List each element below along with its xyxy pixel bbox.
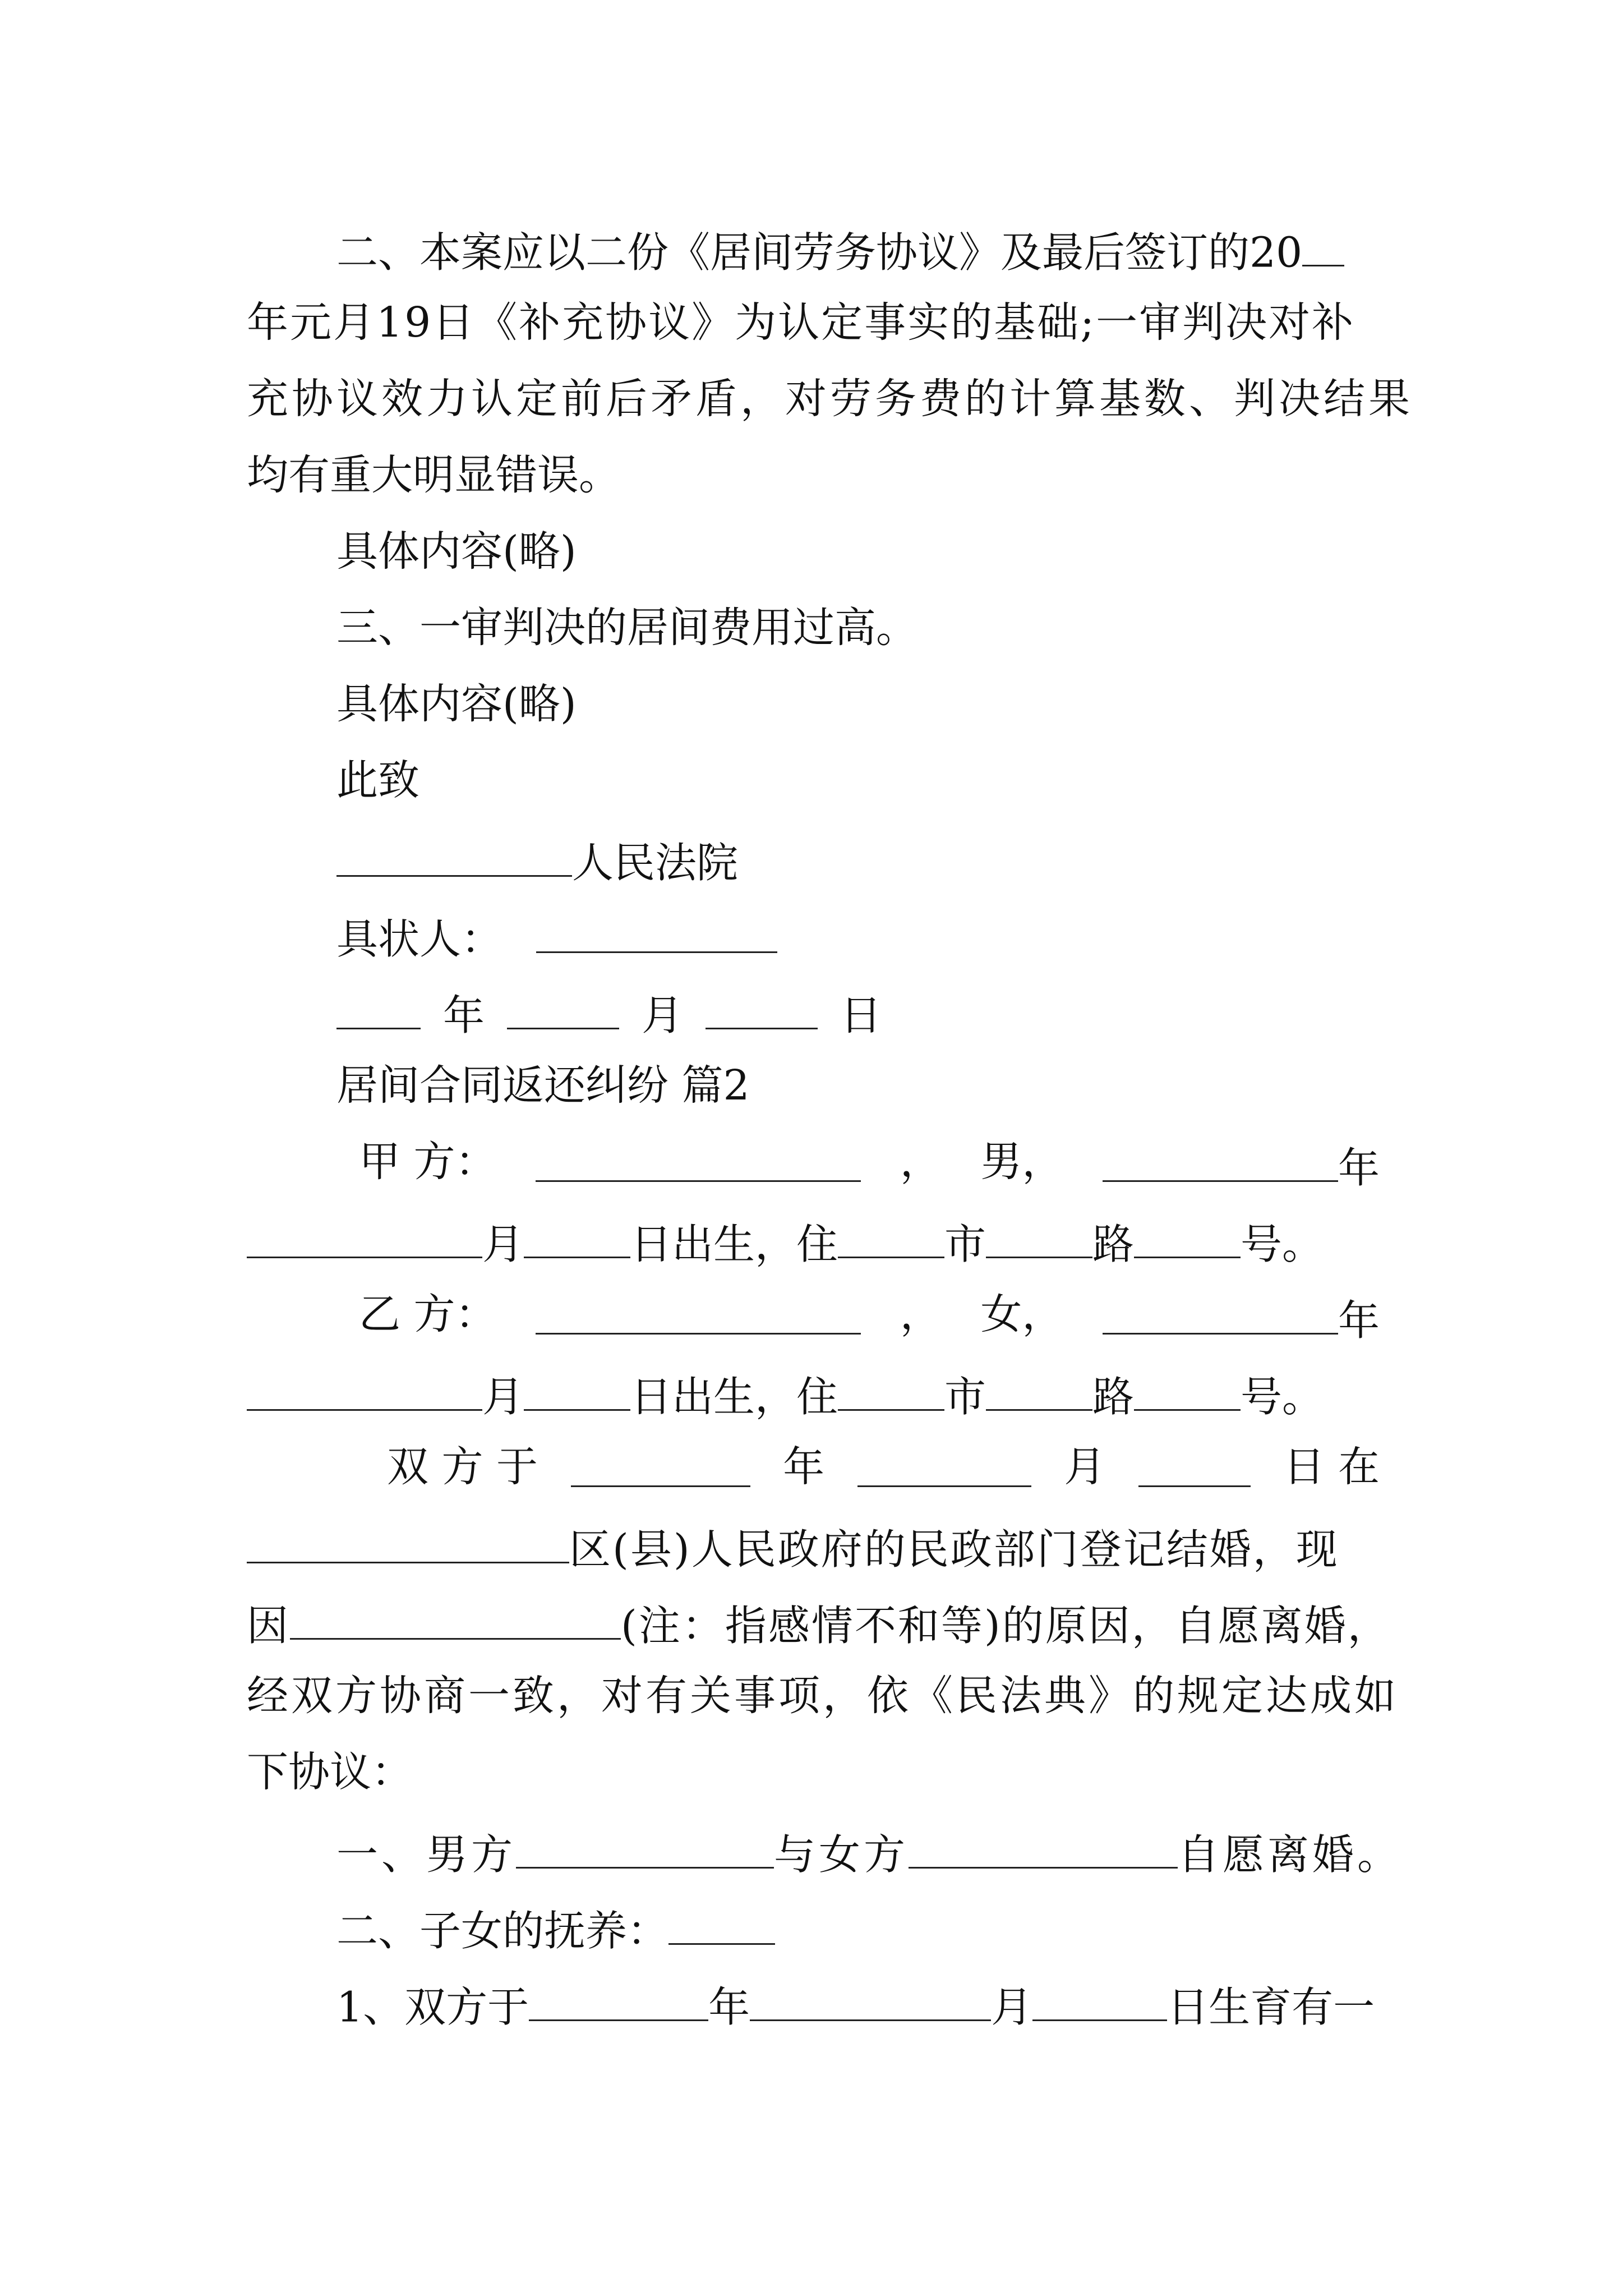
year-label: 年 — [1338, 1296, 1380, 1345]
comma: ， — [900, 1138, 942, 1186]
blank-line — [750, 1980, 991, 2021]
item-text: 与女方 — [774, 1830, 909, 1879]
detail-omitted: 具体内容(略) — [336, 680, 577, 728]
blank-line — [857, 1446, 1031, 1487]
marriage-text: 区(县)人民政府的民政部门登记结婚，现 — [569, 1525, 1339, 1574]
blank-line — [516, 1828, 774, 1869]
year-label: 年 — [783, 1443, 825, 1491]
blank-line — [247, 1217, 482, 1258]
salutation: 此致 — [336, 756, 419, 804]
marriage-line: 经双方协商一致，对有关事项，依《民法典》的规定达成如 — [247, 1672, 1399, 1720]
item-text: 一、男方 — [336, 1830, 516, 1879]
blank-line — [507, 988, 619, 1029]
blank-line — [1134, 1217, 1241, 1258]
day-label: 日 在 — [1283, 1443, 1380, 1491]
blank-line — [668, 1904, 775, 1945]
section-title: 居间合同返还纠纷 篇2 — [336, 1061, 750, 1110]
petitioner-label: 具状人： — [336, 915, 502, 964]
blank-line — [524, 1370, 630, 1411]
comma: ， — [900, 1290, 942, 1338]
blank-line — [247, 1370, 482, 1411]
paragraph-line — [336, 226, 1344, 277]
paragraph-line: 均有重大明显错误。 — [247, 451, 620, 499]
paragraph-line: 三、一审判决的居间费用过高。 — [336, 604, 917, 652]
party-b-gender: 女， — [980, 1290, 1064, 1338]
item-text: 1、双方于 — [336, 1983, 529, 2032]
blank-line — [529, 1980, 708, 2021]
marriage-text: 因 — [247, 1602, 290, 1650]
city-label: 市 — [944, 1220, 986, 1269]
detail-omitted: 具体内容(略) — [336, 527, 577, 576]
blank-line — [909, 1828, 1178, 1869]
marriage-line: 下协议： — [247, 1748, 413, 1796]
item-text: 日生育有一 — [1167, 1983, 1375, 2032]
month-label: 月 — [482, 1220, 524, 1269]
blank-line — [536, 912, 777, 953]
paragraph-line: 充协议效力认定前后矛盾，对劳务费的计算基数、判决结果 — [247, 375, 1413, 423]
blank-line — [571, 1446, 750, 1487]
agreement-item-1 — [336, 1828, 1402, 1879]
month-label: 月 — [991, 1983, 1033, 2032]
month-label: 月 — [482, 1373, 524, 1421]
blank-line — [290, 1599, 621, 1640]
petitioner-line — [336, 912, 777, 964]
marriage-line — [247, 1599, 1391, 1650]
blank-line — [247, 1522, 569, 1563]
marriage-text: 双 方 于 — [387, 1443, 538, 1491]
blank-line — [536, 1294, 861, 1335]
road-label: 路 — [1092, 1373, 1134, 1421]
item-text: 自愿离婚。 — [1178, 1830, 1402, 1879]
blank-line — [1302, 226, 1344, 266]
agreement-item-3 — [336, 1980, 1375, 2032]
road-label: 路 — [1092, 1220, 1134, 1269]
blank-line — [524, 1217, 630, 1258]
party-a-address-line — [247, 1217, 1324, 1269]
born-label: 日出生，住 — [630, 1220, 838, 1269]
year-label: 年 — [1338, 1144, 1380, 1193]
paragraph-text: 二、本案应以二份《居间劳务协议》及最后签订的20 — [336, 228, 1303, 277]
marriage-line — [387, 1443, 1380, 1491]
blank-line — [536, 1141, 861, 1182]
blank-line — [838, 1370, 944, 1411]
marriage-line — [247, 1522, 1339, 1574]
court-label: 人民法院 — [572, 839, 738, 887]
blank-line — [838, 1217, 944, 1258]
blank-line — [1103, 1141, 1338, 1182]
agreement-item-2 — [336, 1904, 775, 1955]
date-year-label: 年 — [443, 991, 485, 1040]
blank-line — [986, 1217, 1092, 1258]
party-a-gender: 男， — [980, 1138, 1064, 1186]
party-a-line — [359, 1138, 1380, 1193]
year-label: 年 — [708, 1983, 750, 2032]
date-line — [336, 988, 882, 1040]
blank-line — [336, 988, 421, 1029]
party-a-label: 甲 方： — [359, 1138, 497, 1186]
date-day-label: 日 — [840, 991, 882, 1040]
blank-line — [1134, 1370, 1241, 1411]
party-b-label: 乙 方： — [359, 1290, 497, 1338]
blank-line — [706, 988, 818, 1029]
party-b-address-line — [247, 1370, 1324, 1421]
blank-line — [986, 1370, 1092, 1411]
party-b-line — [359, 1290, 1380, 1345]
month-label: 月 — [1064, 1443, 1106, 1491]
blank-line — [1138, 1446, 1251, 1487]
blank-line — [1032, 1980, 1167, 2021]
blank-line — [1103, 1294, 1338, 1335]
court-line — [336, 836, 738, 887]
blank-line — [336, 836, 572, 877]
date-month-label: 月 — [642, 991, 683, 1040]
number-label: 号。 — [1241, 1373, 1324, 1421]
born-label: 日出生，住 — [630, 1373, 838, 1421]
number-label: 号。 — [1241, 1220, 1324, 1269]
item-text: 二、子女的抚养： — [336, 1907, 668, 1955]
marriage-text: (注：指感情不和等)的原因，自愿离婚， — [621, 1602, 1391, 1650]
paragraph-line: 年元月19日《补充协议》为认定事实的基础;一审判决对补 — [247, 298, 1355, 347]
city-label: 市 — [944, 1373, 986, 1421]
